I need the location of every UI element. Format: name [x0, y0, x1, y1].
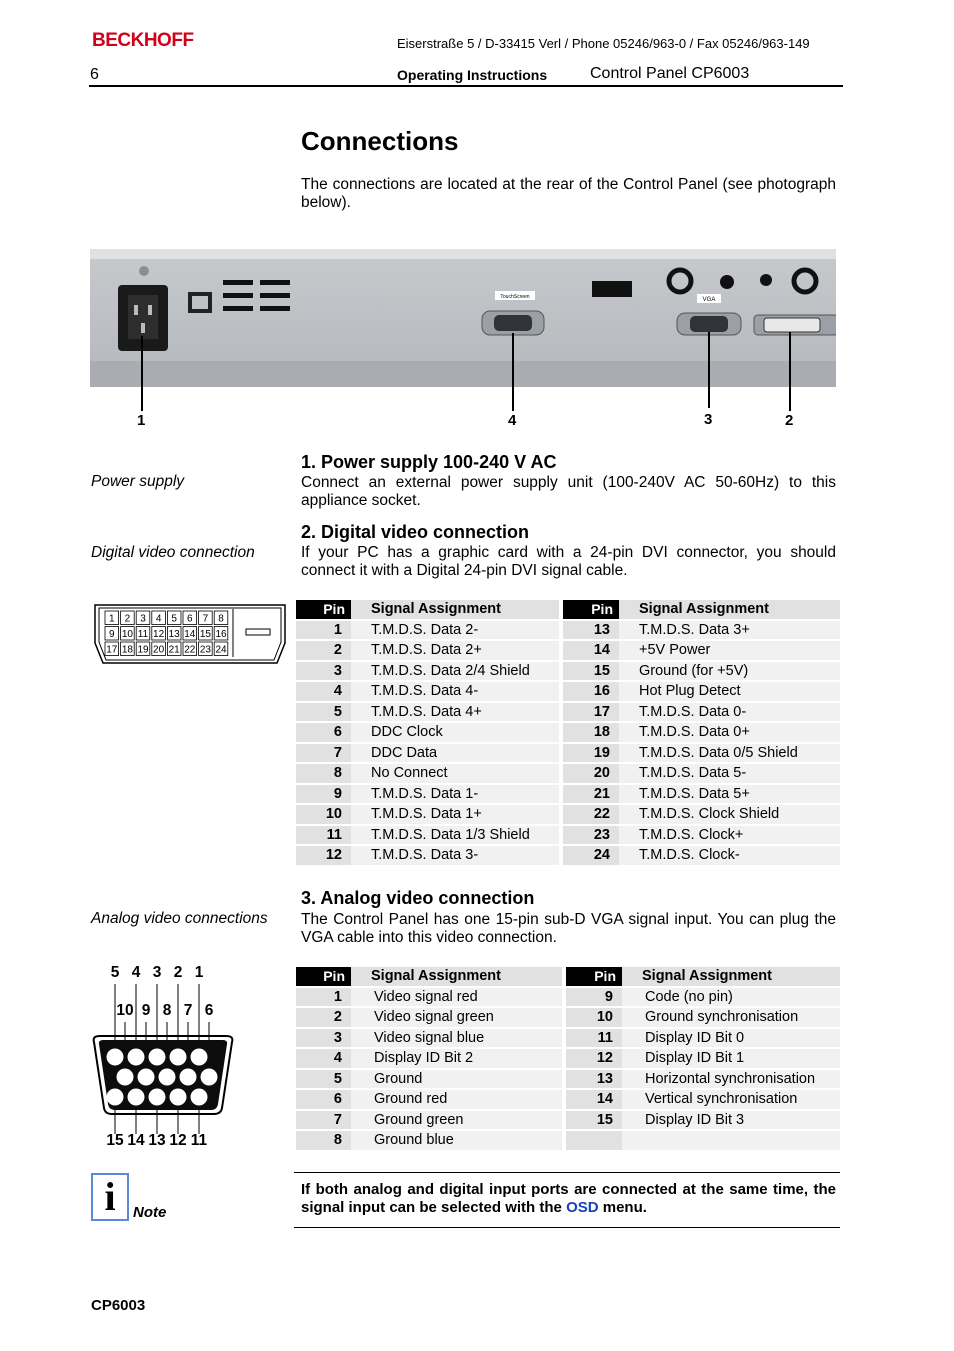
pin-number-cell: 22: [563, 805, 619, 826]
table-row: [296, 988, 840, 1009]
pin-number-cell: 4: [296, 1049, 351, 1070]
dvi-pin-label: 7: [202, 613, 209, 625]
vga-pin: [117, 1069, 134, 1086]
vga-pin-number: 10: [116, 1002, 134, 1019]
vga-pin-number: 7: [183, 1002, 193, 1019]
callout-line-2: [789, 332, 791, 411]
product-title: Control Panel CP6003: [590, 65, 750, 82]
digital-heading: 2. Digital video connection: [301, 522, 530, 542]
signal-header: Signal Assignment: [622, 967, 840, 988]
pin-number-cell: 3: [296, 662, 351, 683]
signal-cell: T.M.D.S. Data 3-: [351, 846, 559, 867]
vga-pin-number: 3: [152, 964, 162, 981]
signal-cell: Video signal blue: [351, 1029, 562, 1050]
signal-header: Signal Assignment: [351, 600, 559, 621]
pin-number-cell: 12: [566, 1049, 622, 1070]
intro-paragraph: The connections are located at the rear of the Control Panel (see photograph below).: [301, 176, 836, 211]
pin-header: Pin: [563, 600, 619, 621]
pin-number-cell: 24: [563, 846, 619, 867]
side-label-digital: Digital video connection: [91, 544, 255, 561]
signal-header: Signal Assignment: [351, 967, 562, 988]
doc-type: Operating Instructions: [397, 67, 548, 83]
pin-number-cell: 15: [566, 1111, 622, 1132]
pin-number-cell: 5: [296, 1070, 351, 1091]
pin-number-cell: 19: [563, 744, 619, 765]
table-row: [296, 826, 840, 847]
page-title: Connections: [301, 126, 459, 156]
pin-number-cell: 2: [296, 1008, 351, 1029]
pin-header: Pin: [296, 967, 351, 988]
dvi-pin-label: 20: [153, 644, 165, 656]
vga-pin-number: 11: [190, 1132, 208, 1149]
pin-number-cell: 18: [563, 723, 619, 744]
callout-4: 4: [508, 412, 517, 429]
dvi-pin-label: 3: [140, 613, 146, 625]
signal-cell: T.M.D.S. Data 4+: [351, 703, 559, 724]
touchscreen-label: TouchScreen: [500, 294, 530, 300]
vga-pin: [138, 1069, 155, 1086]
table-row: [296, 682, 840, 703]
table-row: [296, 785, 840, 806]
dvi-pin-label: 2: [124, 613, 131, 625]
pin-number-cell: 5: [296, 703, 351, 724]
pin-number-cell: 8: [296, 1131, 351, 1152]
callout-1: 1: [137, 412, 146, 429]
table-row: [296, 805, 840, 826]
dvi-pin-table: [296, 600, 840, 867]
table-row: [296, 1090, 840, 1111]
dvi-pin-label: 13: [168, 629, 180, 640]
vga-pin-number: 4: [131, 964, 141, 981]
dvi-connector-svg: [91, 601, 289, 665]
vga-pin-number: 6: [204, 1002, 214, 1019]
signal-cell: Ground green: [351, 1111, 562, 1132]
table-row: [296, 1111, 840, 1132]
pin-number-cell: 13: [566, 1070, 622, 1091]
pin-number-cell: 4: [296, 682, 351, 703]
table-row: [296, 1008, 840, 1029]
pin-number-cell: 23: [563, 826, 619, 847]
vga-label: VGA: [702, 297, 716, 303]
signal-cell: No Connect: [351, 764, 559, 785]
pin-number-cell: 14: [563, 641, 619, 662]
rear-panel-drawing: [90, 249, 836, 387]
pin-number-cell: 20: [563, 764, 619, 785]
dvi-pin-label: 5: [171, 613, 177, 625]
signal-cell: Video signal red: [351, 988, 562, 1009]
table-row: [296, 723, 840, 744]
callout-line-4: [512, 333, 514, 411]
power-heading: 1. Power supply 100-240 V AC: [301, 452, 557, 472]
vga-pin-number: 8: [162, 1002, 172, 1019]
pin-number-cell: 11: [566, 1029, 622, 1050]
vga-pin: [170, 1049, 187, 1066]
digital-paragraph: If your PC has a graphic card with a 24-pin DVI connector, you should connect it with a Digital 24-pin DVI signal cable.: [301, 544, 836, 579]
signal-cell: Vertical synchronisation: [622, 1090, 840, 1111]
pin-number-cell: 13: [563, 621, 619, 642]
dvi-pin-label: 24: [215, 644, 227, 656]
dvi-pin-label: 16: [215, 629, 227, 640]
page-number: 6: [90, 66, 99, 83]
signal-cell: Ground (for +5V): [619, 662, 840, 683]
pin-header: Pin: [566, 967, 622, 988]
dvi-pin-label: 17: [106, 644, 118, 656]
signal-cell: Ground synchronisation: [622, 1008, 840, 1029]
dvi-pin-label: 14: [184, 629, 196, 640]
pin-header: Pin: [296, 600, 351, 621]
pin-number-cell: 2: [296, 641, 351, 662]
signal-cell: T.M.D.S. Data 3+: [619, 621, 840, 642]
signal-cell: DDC Data: [351, 744, 559, 765]
callout-3: 3: [704, 411, 713, 428]
dvi-pin-label: 8: [218, 613, 224, 625]
signal-cell: Display ID Bit 2: [351, 1049, 562, 1070]
pin-number-cell: 21: [563, 785, 619, 806]
callout-line-3: [708, 332, 710, 408]
signal-cell: T.M.D.S. Data 0-: [619, 703, 840, 724]
dvi-pin-label: 22: [184, 644, 196, 656]
footer-product: CP6003: [91, 1297, 146, 1314]
dvi-pin-label: 18: [121, 644, 133, 656]
pin-number-cell: 3: [296, 1029, 351, 1050]
note-label: Note: [133, 1204, 167, 1221]
signal-cell: +5V Power: [619, 641, 840, 662]
beckhoff-logo: BECKHOFF: [92, 30, 194, 51]
dvi-pin-label: 23: [199, 644, 211, 656]
callout-2: 2: [785, 412, 794, 429]
vga-pin-number: 5: [110, 964, 120, 981]
vga-pin: [128, 1089, 145, 1106]
dvi-pin-label: 10: [121, 629, 133, 640]
pin-number-cell: 1: [296, 621, 351, 642]
pin-number-cell: 14: [566, 1090, 622, 1111]
signal-cell: T.M.D.S. Data 1-: [351, 785, 559, 806]
osd-highlight: OSD: [566, 1199, 599, 1216]
pin-number-cell: 9: [566, 988, 622, 1009]
vga-pin-number: 2: [173, 964, 183, 981]
dvi-pin-label: 1: [109, 613, 115, 625]
signal-cell: T.M.D.S. Clock Shield: [619, 805, 840, 826]
signal-cell: Display ID Bit 1: [622, 1049, 840, 1070]
info-icon: i: [91, 1173, 129, 1221]
note-text-before: If both analog and digital input ports are connected at the same time, the signal input can be selected with the: [301, 1181, 836, 1216]
signal-cell: T.M.D.S. Data 4-: [351, 682, 559, 703]
signal-cell: Horizontal synchronisation: [622, 1070, 840, 1091]
signal-cell: Hot Plug Detect: [619, 682, 840, 703]
analog-heading: 3. Analog video connection: [301, 888, 535, 908]
side-label-power: Power supply: [91, 473, 185, 490]
pin-number-cell: 6: [296, 1090, 351, 1111]
signal-cell: T.M.D.S. Data 2+: [351, 641, 559, 662]
pin-number-cell: 15: [563, 662, 619, 683]
signal-cell: T.M.D.S. Data 1/3 Shield: [351, 826, 559, 847]
pin-number-cell: 12: [296, 846, 351, 867]
analog-paragraph: The Control Panel has one 15-pin sub-D VGA signal input. You can plug the VGA cable into this video connection.: [301, 911, 836, 946]
signal-cell: Ground blue: [351, 1131, 562, 1152]
signal-cell: T.M.D.S. Data 2-: [351, 621, 559, 642]
signal-cell: Display ID Bit 3: [622, 1111, 840, 1132]
vga-pin: [149, 1049, 166, 1066]
vga-pin: [201, 1069, 218, 1086]
dvi-pin-label: 15: [199, 629, 211, 640]
signal-cell: Display ID Bit 0: [622, 1029, 840, 1050]
vga-pin: [107, 1089, 124, 1106]
signal-cell: T.M.D.S. Clock-: [619, 846, 840, 867]
company-address: Eiserstraße 5 / D-33415 Verl / Phone 05246/963-0 / Fax 05246/963-149: [397, 36, 810, 51]
vga-pin-number: 12: [169, 1132, 187, 1149]
vga-pin: [180, 1069, 197, 1086]
table-row: [296, 703, 840, 724]
pin-number-cell: 7: [296, 1111, 351, 1132]
dvi-connector-diagram: [91, 601, 289, 665]
vga-connector-svg: [88, 962, 238, 1152]
dvi-pin-label: 19: [137, 644, 149, 656]
vga-pin-number: 9: [141, 1002, 151, 1019]
table-row: [296, 1131, 840, 1152]
pin-number-cell: 9: [296, 785, 351, 806]
table-row: [296, 764, 840, 785]
signal-cell: DDC Clock: [351, 723, 559, 744]
signal-header: Signal Assignment: [619, 600, 840, 621]
power-paragraph: Connect an external power supply unit (100-240V AC 50-60Hz) to this appliance socket.: [301, 474, 836, 509]
signal-cell: T.M.D.S. Data 0+: [619, 723, 840, 744]
vga-connector-diagram: [88, 962, 238, 1152]
table-row: [296, 662, 840, 683]
callout-line-1: [141, 336, 143, 411]
pin-number-cell: 8: [296, 764, 351, 785]
pin-number-cell: 7: [296, 744, 351, 765]
signal-cell: T.M.D.S. Clock+: [619, 826, 840, 847]
signal-cell: T.M.D.S. Data 2/4 Shield: [351, 662, 559, 683]
pin-number-cell: [566, 1131, 622, 1152]
table-row: [296, 1070, 840, 1091]
dvi-pin-label: 21: [168, 644, 180, 656]
signal-cell: Code (no pin): [622, 988, 840, 1009]
pin-number-cell: 16: [563, 682, 619, 703]
signal-cell: Ground red: [351, 1090, 562, 1111]
table-row: [296, 641, 840, 662]
table-row: [296, 621, 840, 642]
vga-pin: [191, 1089, 208, 1106]
vga-pin: [128, 1049, 145, 1066]
signal-cell: Video signal green: [351, 1008, 562, 1029]
dvi-pin-label: 12: [153, 629, 165, 640]
vga-pin: [159, 1069, 176, 1086]
signal-cell: [622, 1131, 840, 1152]
table-row: [296, 1049, 840, 1070]
vga-pin: [191, 1049, 208, 1066]
signal-cell: T.M.D.S. Data 1+: [351, 805, 559, 826]
pin-number-cell: 6: [296, 723, 351, 744]
side-label-analog: Analog video connections: [91, 910, 268, 927]
pin-number-cell: 10: [296, 805, 351, 826]
table-row: [296, 846, 840, 867]
vga-pin-number: 14: [127, 1132, 145, 1149]
vga-pin: [107, 1049, 124, 1066]
dvi-pin-label: 11: [137, 629, 149, 640]
pin-number-cell: 1: [296, 988, 351, 1009]
note-text-after: menu.: [598, 1199, 647, 1216]
vga-pin-number: 15: [106, 1132, 124, 1149]
note-text: [301, 1181, 836, 1217]
pin-number-cell: 17: [563, 703, 619, 724]
rear-panel-photo: [90, 249, 836, 387]
pin-number-cell: 10: [566, 1008, 622, 1029]
pin-number-cell: 11: [296, 826, 351, 847]
signal-cell: T.M.D.S. Data 0/5 Shield: [619, 744, 840, 765]
signal-cell: T.M.D.S. Data 5-: [619, 764, 840, 785]
dvi-pin-label: 9: [109, 629, 115, 640]
table-row: [296, 1029, 840, 1050]
signal-cell: T.M.D.S. Data 5+: [619, 785, 840, 806]
vga-pin-table: [296, 967, 840, 1152]
vga-pin-number: 13: [148, 1132, 166, 1149]
vga-pin: [170, 1089, 187, 1106]
header-rule: [89, 85, 843, 87]
table-row: [296, 744, 840, 765]
signal-cell: Ground: [351, 1070, 562, 1091]
vga-pin-number: 1: [194, 964, 204, 981]
dvi-pin-label: 4: [155, 613, 162, 625]
dvi-pin-label: 6: [187, 613, 193, 625]
vga-pin: [149, 1089, 166, 1106]
